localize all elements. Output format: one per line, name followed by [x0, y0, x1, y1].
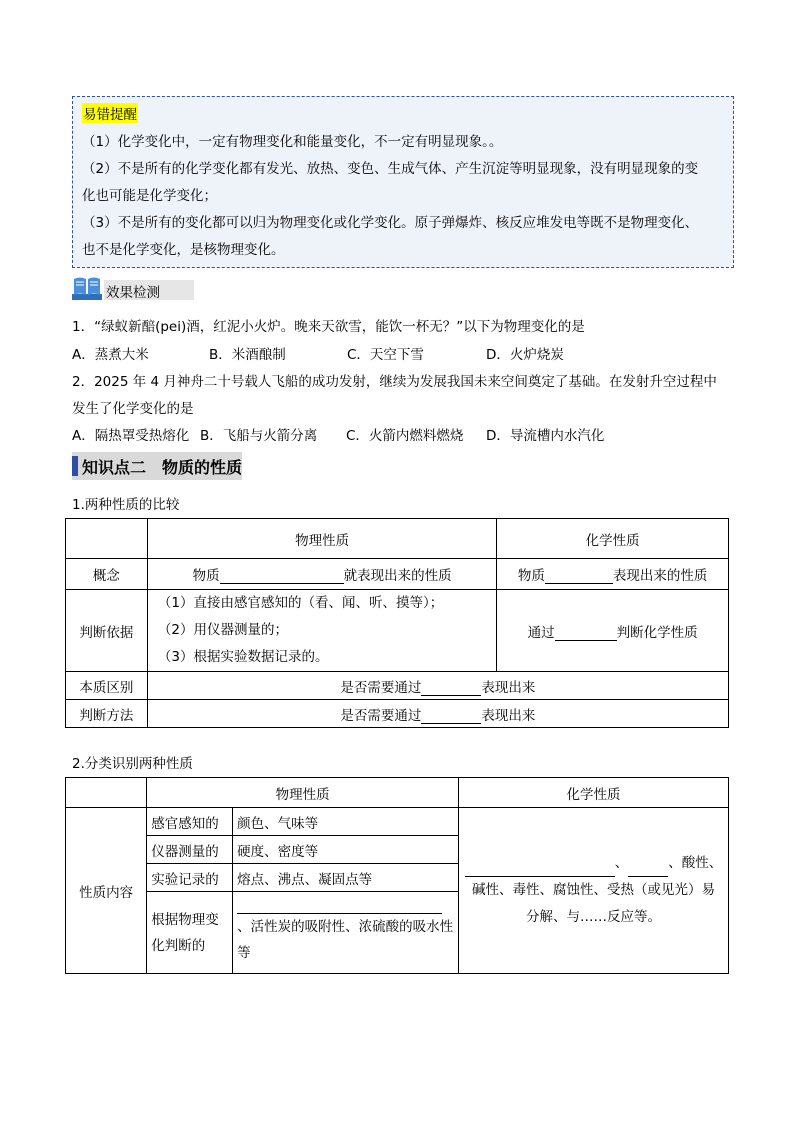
essence-difference: 是否需要通过 表现出来	[147, 672, 728, 700]
chemical-property-content: 、 、酸性、 碱性、毒性、腐蚀性、受热（或见光）易 分解、与……反应等。	[459, 808, 729, 974]
header-chemical: 化学性质	[459, 778, 729, 808]
q2-option-c: C．火箭内燃料燃烧	[346, 428, 464, 444]
property-comparison-table	[65, 518, 729, 728]
error-reminder-box	[72, 96, 734, 268]
header-physical: 物理性质	[147, 778, 459, 808]
q2-option-b: B．飞船与火箭分离	[200, 428, 318, 444]
reminder-item: （1）化学变化中，一定有物理变化和能量变化，不一定有明显现象。。	[82, 134, 503, 150]
value-physical-change: 、活性炭的吸附性、浓硫酸的吸水性等	[233, 892, 459, 974]
sub-label-sensory: 感官感知的	[147, 808, 233, 836]
reminder-item: （2）不是所有的化学变化都有发光、放热、变色、生成气体、产生沉淀等明显现象，没有明显现象的变	[82, 161, 699, 177]
fill-blank[interactable]	[421, 681, 481, 696]
q2-option-d: D．导流槽内水汽化	[486, 428, 605, 444]
fill-blank[interactable]	[220, 569, 344, 584]
fill-blank[interactable]	[465, 862, 615, 877]
reminder-item: 也不是化学变化，是核物理变化。	[82, 242, 285, 258]
question-1: 1．“绿蚁新醅(pei)酒，红泥小火炉。晚来天欲雪，能饮一杯无？”以下为物理变化的是	[72, 319, 585, 335]
fill-blank[interactable]	[555, 626, 617, 641]
question-2-line-1: 2．2025 年 4 月神舟二十号载人飞船的成功发射，继续为发展我国未来空间奠定了基础。在发射升空过程中	[72, 374, 717, 390]
section-2-title: 知识点二 物质的性质	[82, 458, 243, 477]
fill-blank[interactable]	[628, 862, 668, 877]
table-1-caption: 1.两种性质的比较	[72, 497, 180, 513]
value-instrument: 硬度、密度等	[233, 836, 459, 864]
row-label-content: 性质内容	[66, 808, 147, 974]
value-sensory: 颜色、气味等	[233, 808, 459, 836]
fill-blank[interactable]	[237, 899, 442, 914]
q1-option-d: D．火炉烧炭	[486, 347, 564, 363]
q1-option-a: A．蒸煮大米	[72, 347, 149, 363]
basis-chemical: 通过 判断化学性质	[497, 590, 729, 672]
question-2-line-2: 发生了化学变化的是	[72, 401, 194, 417]
reminder-title: 易错提醒	[82, 103, 138, 123]
reminder-item: （3）不是所有的变化都可以归为物理变化或化学变化。原子弹爆炸、核反应堆发电等既不是物理变化、	[82, 215, 699, 231]
q1-option-b: B．米酒酿制	[209, 347, 286, 363]
effect-check-title: 效果检测	[106, 285, 160, 301]
row-label-method: 判断方法	[66, 700, 148, 728]
header-physical: 物理性质	[147, 519, 496, 559]
property-classification-table	[65, 777, 729, 974]
header-chemical: 化学性质	[497, 519, 729, 559]
fill-blank[interactable]	[545, 569, 613, 584]
sub-label-instrument: 仪器测量的	[147, 836, 233, 864]
reminder-item: 化也可能是化学变化；	[82, 188, 217, 204]
q1-option-c: C．天空下雪	[347, 347, 424, 363]
row-label-essence: 本质区别	[66, 672, 148, 700]
row-label-basis: 判断依据	[66, 590, 148, 672]
judgment-method: 是否需要通过 表现出来	[147, 700, 728, 728]
basis-physical: （1）直接由感官感知的（看、闻、听、摸等）； （2）用仪器测量的； （3）根据实验数据记录的。	[147, 590, 496, 672]
value-experiment: 熔点、沸点、凝固点等	[233, 864, 459, 892]
table-2-caption: 2.分类识别两种性质	[72, 756, 193, 772]
concept-chemical: 物质 表现出来的性质	[497, 559, 729, 590]
open-book-icon	[72, 276, 102, 300]
section-2-header	[72, 452, 242, 480]
row-label-concept: 概念	[66, 559, 148, 590]
fill-blank[interactable]	[421, 709, 481, 724]
concept-physical: 物质 就表现出来的性质	[147, 559, 496, 590]
q2-option-a: A．隔热罩受热熔化	[72, 428, 190, 444]
sub-label-experiment: 实验记录的	[147, 864, 233, 892]
sub-label-physical-change: 根据物理变化判断的	[147, 892, 233, 974]
